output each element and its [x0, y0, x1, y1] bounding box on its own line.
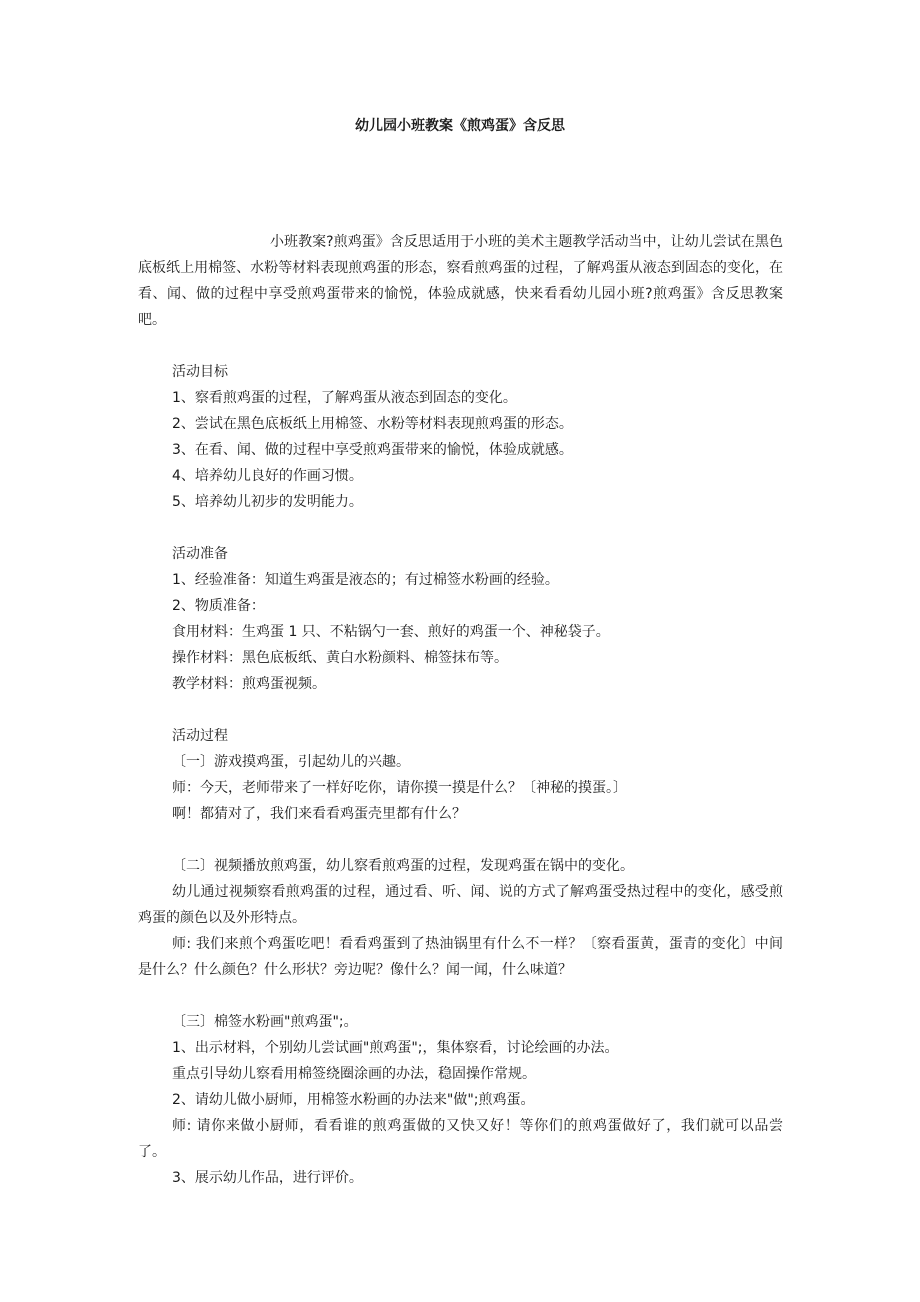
prep-item: 操作材料：黑色底板纸、黄白水粉颜料、棉签抹布等。 [172, 650, 508, 666]
goal-item: 1、察看煎鸡蛋的过程，了解鸡蛋从液态到固态的变化。 [172, 390, 517, 406]
document-body [138, 229, 783, 1191]
process-subheading-2: 〔二〕视频播放煎鸡蛋，幼儿察看煎鸡蛋的过程，发现鸡蛋在锅中的变化。 [172, 858, 634, 874]
spacer [138, 333, 783, 359]
section-heading-goals: 活动目标 [172, 364, 228, 380]
process-line: 师：今天，老师带来了一样好吃你，请你摸一摸是什么？〔神秘的摸蛋。〕 [172, 780, 627, 796]
goal-item: 2、尝试在黑色底板纸上用棉签、水粉等材料表现煎鸡蛋的形态。 [172, 416, 573, 432]
document-title: 幼儿园小班教案《煎鸡蛋》含反思 [355, 118, 565, 134]
process-section [138, 723, 783, 1191]
process-paragraph: 师: 我们来煎个鸡蛋吃吧！看看鸡蛋到了热油锅里有什么不一样？〔察看蛋黄，蛋青的变化〕中间是什么？什么颜色？什么形状？旁边呢？像什么？闻一闻，什么味道？ [138, 936, 783, 978]
intro-paragraph: 小班教案?煎鸡蛋》含反思适用于小班的美术主题教学活动当中，让幼儿尝试在黑色底板纸上用棉签、水粉等材料表现煎鸡蛋的形态，察看煎鸡蛋的过程，了解鸡蛋从液态到固态的变化，在看、闻、做的过程中享受煎鸡蛋带来的愉悦，体验成就感，快来看看幼儿园小班?煎鸡蛋》含反思教案吧。 [138, 234, 783, 328]
process-line: 2、请幼儿做小厨师，用棉签水粉画的办法来"做";煎鸡蛋。 [172, 1092, 535, 1108]
process-paragraph: 幼儿通过视频察看煎鸡蛋的过程，通过看、听、闻、说的方式了解鸡蛋受热过程中的变化，感受煎鸡蛋的颜色以及外形特点。 [138, 884, 783, 926]
prep-section [138, 541, 783, 697]
process-line: 1、出示材料，个别幼儿尝试画"煎鸡蛋";，集体察看，讨论绘画的办法。 [172, 1040, 619, 1056]
process-line: 重点引导幼儿察看用棉签绕圈涂画的办法，稳固操作常规。 [172, 1066, 536, 1082]
process-line: 啊！都猜对了，我们来看看鸡蛋壳里都有什么？ [172, 806, 466, 822]
spacer [138, 827, 783, 853]
process-line: 〔一〕游戏摸鸡蛋，引起幼儿的兴趣。 [172, 754, 410, 770]
prep-item: 食用材料：生鸡蛋 1 只、不粘锅勺一套、煎好的鸡蛋一个、神秘袋子。 [172, 624, 610, 640]
goal-item: 3、在看、闻、做的过程中享受煎鸡蛋带来的愉悦，体验成就感。 [172, 442, 573, 458]
spacer [138, 697, 783, 723]
goals-section [138, 359, 783, 515]
prep-item: 教学材料：煎鸡蛋视频。 [172, 676, 326, 692]
spacer [138, 983, 783, 1009]
process-line: 3、展示幼儿作品，进行评价。 [172, 1170, 363, 1186]
goal-item: 5、培养幼儿初步的发明能力。 [172, 494, 363, 510]
prep-item: 1、经验准备：知道生鸡蛋是液态的；有过棉签水粉画的经验。 [172, 572, 559, 588]
goal-item: 4、培养幼儿良好的作画习惯。 [172, 468, 363, 484]
section-heading-process: 活动过程 [172, 728, 228, 744]
process-subheading-3: 〔三〕棉签水粉画"煎鸡蛋";。 [172, 1014, 358, 1030]
process-paragraph: 师: 请你来做小厨师，看看谁的煎鸡蛋做的又快又好！等你们的煎鸡蛋做好了，我们就可以品尝了。 [138, 1118, 783, 1160]
spacer [138, 515, 783, 541]
section-heading-prep: 活动准备 [172, 546, 228, 562]
prep-item: 2、物质准备： [172, 598, 265, 614]
